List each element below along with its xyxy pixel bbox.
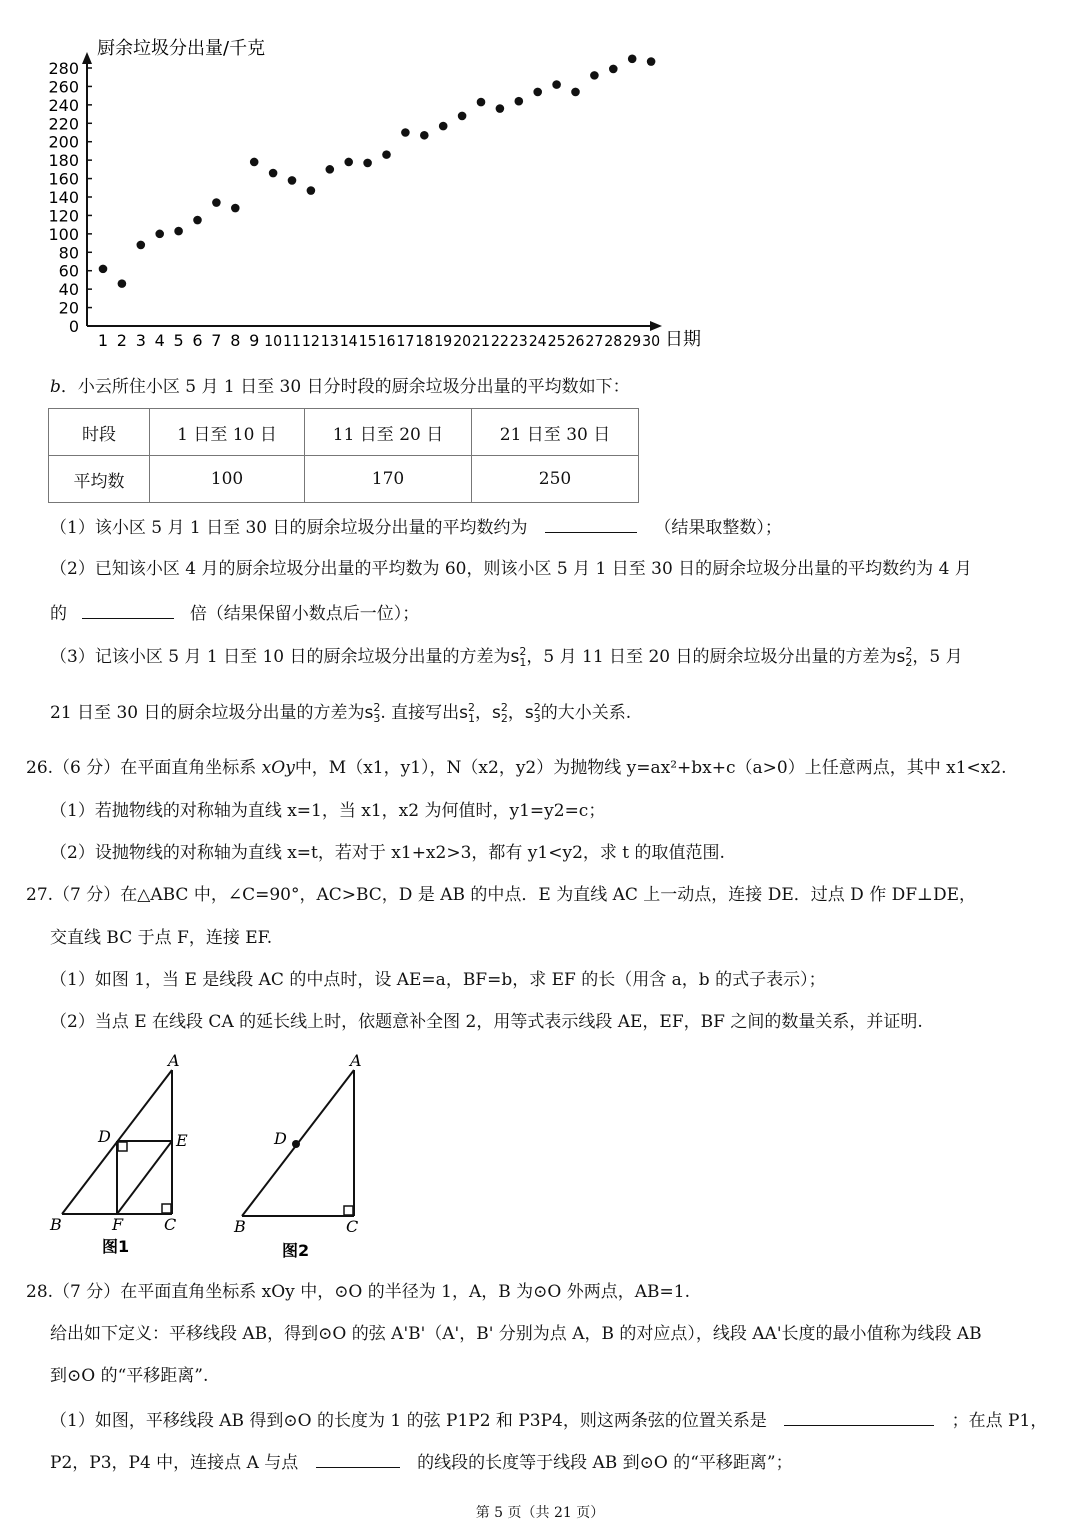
- q26-rest: 中，M（x1，y1），N（x2，y2）为抛物线 y=ax²+bx+c（a>0）上任意两点，其中 x1<x2.: [294, 758, 1007, 778]
- x-tick-label: 28: [604, 332, 623, 350]
- table-row: [49, 409, 639, 456]
- x-tick-label: 9: [249, 331, 260, 350]
- q25-part1-text: （1）该小区 5 月 1 日至 30 日的厨余垃圾分出量的平均数约为: [50, 518, 528, 538]
- part-b-intro: [50, 375, 630, 399]
- data-point: [382, 150, 391, 159]
- q25-part3b-mid: . 直接写出: [380, 703, 460, 723]
- data-point: [99, 265, 108, 274]
- q25-part2-de: 的: [50, 604, 67, 624]
- x-tick-label: 7: [211, 331, 222, 350]
- table-cell: 1 日至 10 日: [150, 409, 305, 456]
- data-point: [609, 65, 618, 74]
- page-footer: 第 5 页（共 21 页）: [475, 1505, 605, 1521]
- answer-blank[interactable]: [784, 1407, 934, 1426]
- x-tick-label: 20: [453, 332, 472, 350]
- q25-part3-text: （3）记该小区 5 月 1 日至 10 日的厨余垃圾分出量的方差为: [50, 647, 511, 667]
- point-label-E: E: [176, 1131, 188, 1150]
- q26-stem: [26, 756, 1007, 780]
- x-tick-label: 11: [283, 332, 301, 350]
- q28-part1b-text: P2，P3，P4 中，连接点 A 与点: [50, 1453, 299, 1473]
- figure-2-caption: 图2: [282, 1241, 310, 1260]
- table-row: [49, 456, 639, 503]
- answer-blank[interactable]: [82, 600, 174, 619]
- y-tick-label: 100: [48, 224, 79, 244]
- x-tick-label: 30: [642, 332, 661, 350]
- y-tick-label: 20: [58, 298, 79, 318]
- x-tick-label: 8: [230, 331, 241, 350]
- x-tick-label: 10: [264, 332, 283, 350]
- data-point: [118, 279, 127, 288]
- q27-stem-line2: 交直线 BC 于点 F，连接 EF.: [50, 928, 273, 948]
- q28-definition-line1: 给出如下定义：平移线段 AB，得到⊙O 的弦 A'B'（A'，B' 分别为点 A，B 的对应点），线段 AA'长度的最小值称为线段 AB: [50, 1324, 982, 1344]
- q28-part1-line2: [50, 1449, 793, 1475]
- q25-part2-line2: [50, 600, 419, 626]
- data-point: [458, 112, 467, 121]
- data-point: [477, 98, 486, 107]
- data-point: [363, 159, 372, 168]
- q25-part3-line1: [50, 645, 963, 669]
- y-tick-label: 280: [48, 59, 79, 78]
- q25-part3-mid: ，5 月 11 日至 20 日的厨余垃圾分出量的方差为: [526, 647, 897, 667]
- point-label-D: D: [98, 1127, 111, 1146]
- x-tick-label: 22: [490, 332, 509, 350]
- data-point: [533, 88, 542, 97]
- data-point: [174, 227, 183, 236]
- data-point: [628, 54, 637, 63]
- q26-part1: （1）若抛物线的对称轴为直线 x=1，当 x1，x2 为何值时，y1=y2=c；: [50, 801, 606, 821]
- data-point: [326, 165, 335, 174]
- y-tick-label: 60: [58, 261, 79, 281]
- table-cell: 100: [150, 456, 305, 503]
- y-tick-label: 80: [58, 243, 79, 263]
- x-tick-label: 14: [339, 332, 358, 350]
- variance-s3-ref: s2 3: [524, 701, 541, 725]
- part-b-text: ．小云所住小区 5 月 1 日至 30 日分时段的厨余垃圾分出量的平均数如下：: [60, 377, 630, 397]
- point-label-A: A: [168, 1051, 180, 1070]
- y-tick-label: 220: [48, 114, 79, 134]
- data-point: [269, 169, 278, 178]
- table-cell: 170: [305, 456, 472, 503]
- x-tick-label: 3: [135, 331, 146, 350]
- q28-definition-line2: 到⊙O 的“平移距离”.: [50, 1366, 209, 1386]
- x-tick-label: 2: [116, 331, 127, 350]
- y-tick-label: 260: [48, 77, 79, 97]
- q25-part2-end: 倍（结果保留小数点后一位）；: [189, 604, 420, 624]
- x-tick-label: 13: [320, 332, 339, 350]
- q26-part2: （2）设抛物线的对称轴为直线 x=t，若对于 x1+x2>3，都有 y1<y2，求 t 的取值范围.: [50, 843, 725, 863]
- y-tick-label: 160: [48, 169, 79, 189]
- data-point: [344, 158, 353, 167]
- x-tick-label: 29: [623, 332, 642, 350]
- answer-blank[interactable]: [545, 514, 637, 533]
- x-tick-label: 5: [173, 331, 184, 350]
- data-point: [193, 216, 202, 225]
- scatter-chart: [0, 30, 720, 360]
- point-label-C: C: [164, 1215, 177, 1234]
- q25-part2-text: （2）已知该小区 4 月的厨余垃圾分出量的平均数为 60，则该小区 5 月 1 日至 30 日的厨余垃圾分出量的平均数约为 4 月: [50, 559, 972, 579]
- y-tick-label: 240: [48, 95, 79, 115]
- data-point: [155, 230, 164, 239]
- y-tick-label: 120: [48, 206, 79, 226]
- q25-part3-end: ，5 月: [912, 647, 963, 667]
- data-point: [307, 186, 316, 195]
- table-cell: 时段: [49, 409, 150, 456]
- y-tick-label: 140: [48, 188, 79, 207]
- y-tick-label: 40: [58, 280, 79, 300]
- q25-part3-line2: 21 日至 30 日的厨余垃圾分出量的方差为s2 3. 直接写出s2 1，s2 2，s2 3的大小关系.: [50, 701, 632, 725]
- y-axis-arrow: [82, 52, 92, 64]
- y-tick-labels: [48, 59, 92, 336]
- q28-part1-end: ；在点 P1，: [951, 1411, 1048, 1431]
- answer-blank[interactable]: [316, 1449, 400, 1468]
- x-tick-label: 21: [472, 332, 490, 350]
- q26-xoy: xOy: [261, 758, 295, 778]
- y-axis-label: 厨余垃圾分出量/千克: [97, 38, 266, 59]
- q27-part2: （2）当点 E 在线段 CA 的延长线上时，依题意补全图 2，用等式表示线段 AE，EF，BF 之间的数量关系，并证明.: [50, 1012, 923, 1032]
- q27-part1: （1）如图 1，当 E 是线段 AC 的中点时，设 AE=a，BF=b，求 EF 的长（用含 a，b 的式子表示）；: [50, 970, 826, 990]
- variance-s2: s2 2: [896, 645, 913, 669]
- y-tick-label: 180: [48, 151, 79, 171]
- data-point: [212, 198, 221, 207]
- data-point: [515, 97, 524, 106]
- q28-part1-text: （1）如图，平移线段 AB 得到⊙O 的长度为 1 的弦 P1P2 和 P3P4，则这两条弦的位置关系是: [50, 1411, 767, 1431]
- point-label-A: A: [350, 1051, 362, 1070]
- variance-s2-ref: s2 2: [492, 701, 508, 725]
- variance-s3: s2 3: [364, 701, 381, 725]
- data-point: [401, 128, 410, 137]
- part-b-label: b: [50, 377, 61, 397]
- x-tick-label: 4: [154, 331, 165, 350]
- variance-s1: s2 1: [510, 645, 527, 669]
- data-point: [420, 131, 429, 140]
- table-cell: 21 日至 30 日: [472, 409, 639, 456]
- x-tick-label: 25: [547, 332, 566, 350]
- q25-part1-end: （结果取整数）；: [654, 518, 782, 538]
- data-point: [590, 71, 599, 80]
- x-tick-label: 17: [396, 332, 415, 350]
- q28-part1-line1: [50, 1407, 1047, 1433]
- y-tick-label: 200: [48, 132, 79, 152]
- q26-head: 26.（6 分）在平面直角坐标系: [26, 758, 257, 778]
- point-label-F: F: [112, 1215, 124, 1234]
- x-tick-label: 16: [377, 332, 396, 350]
- x-tick-label: 6: [192, 331, 203, 350]
- data-point: [571, 88, 580, 97]
- point-label-B: B: [234, 1217, 246, 1236]
- variance-s1-ref: s2 1: [459, 701, 476, 725]
- data-point: [250, 158, 259, 167]
- point-label-D: D: [274, 1129, 287, 1148]
- q25-part1: [50, 514, 782, 540]
- point-label-C: C: [346, 1217, 359, 1236]
- data-point: [439, 122, 448, 131]
- q28-part1b-end: 的线段的长度等于线段 AB 到⊙O 的“平移距离”；: [417, 1453, 793, 1473]
- figure-1: [44, 1044, 244, 1264]
- q25-part3b-end: 的大小关系.: [540, 703, 632, 723]
- x-axis-label: 日期: [665, 329, 701, 350]
- y-tick-label: 0: [68, 317, 79, 336]
- q25-part3b-text: 21 日至 30 日的厨余垃圾分出量的方差为: [50, 703, 365, 723]
- data-point: [552, 80, 561, 89]
- q28-stem: 28.（7 分）在平面直角坐标系 xOy 中，⊙O 的半径为 1，A，B 为⊙O 外两点，AB=1.: [26, 1282, 690, 1302]
- data-point: [137, 241, 146, 250]
- x-tick-label: 15: [358, 332, 377, 350]
- data-point: [647, 57, 656, 66]
- figure-2: [224, 1044, 384, 1264]
- x-tick-label: 27: [585, 332, 604, 350]
- q25-part2-line1: [50, 557, 972, 581]
- figure-1-caption: 图1: [102, 1237, 130, 1256]
- data-point: [231, 204, 240, 213]
- data-points: [99, 54, 656, 287]
- x-tick-labels: [98, 331, 660, 350]
- x-tick-label: 26: [566, 332, 585, 350]
- table-cell: 11 日至 20 日: [305, 409, 472, 456]
- x-tick-label: 19: [434, 332, 453, 350]
- point-label-B: B: [50, 1215, 62, 1234]
- q27-stem-line1: 27.（7 分）在△ABC 中，∠C=90°，AC>BC，D 是 AB 的中点．E 为直线 AC 上一动点，连接 DE．过点 D 作 DF⊥DE，: [26, 885, 977, 905]
- x-axis-arrow: [650, 321, 662, 331]
- table-cell: 250: [472, 456, 639, 503]
- data-point: [496, 104, 505, 113]
- x-tick-label: 23: [509, 332, 528, 350]
- x-tick-label: 12: [301, 332, 320, 350]
- data-point: [288, 176, 297, 185]
- x-tick-label: 18: [415, 332, 434, 350]
- x-tick-label: 1: [97, 331, 109, 350]
- x-tick-label: 24: [528, 332, 547, 350]
- table-cell: 平均数: [49, 456, 150, 503]
- average-table: [48, 408, 639, 503]
